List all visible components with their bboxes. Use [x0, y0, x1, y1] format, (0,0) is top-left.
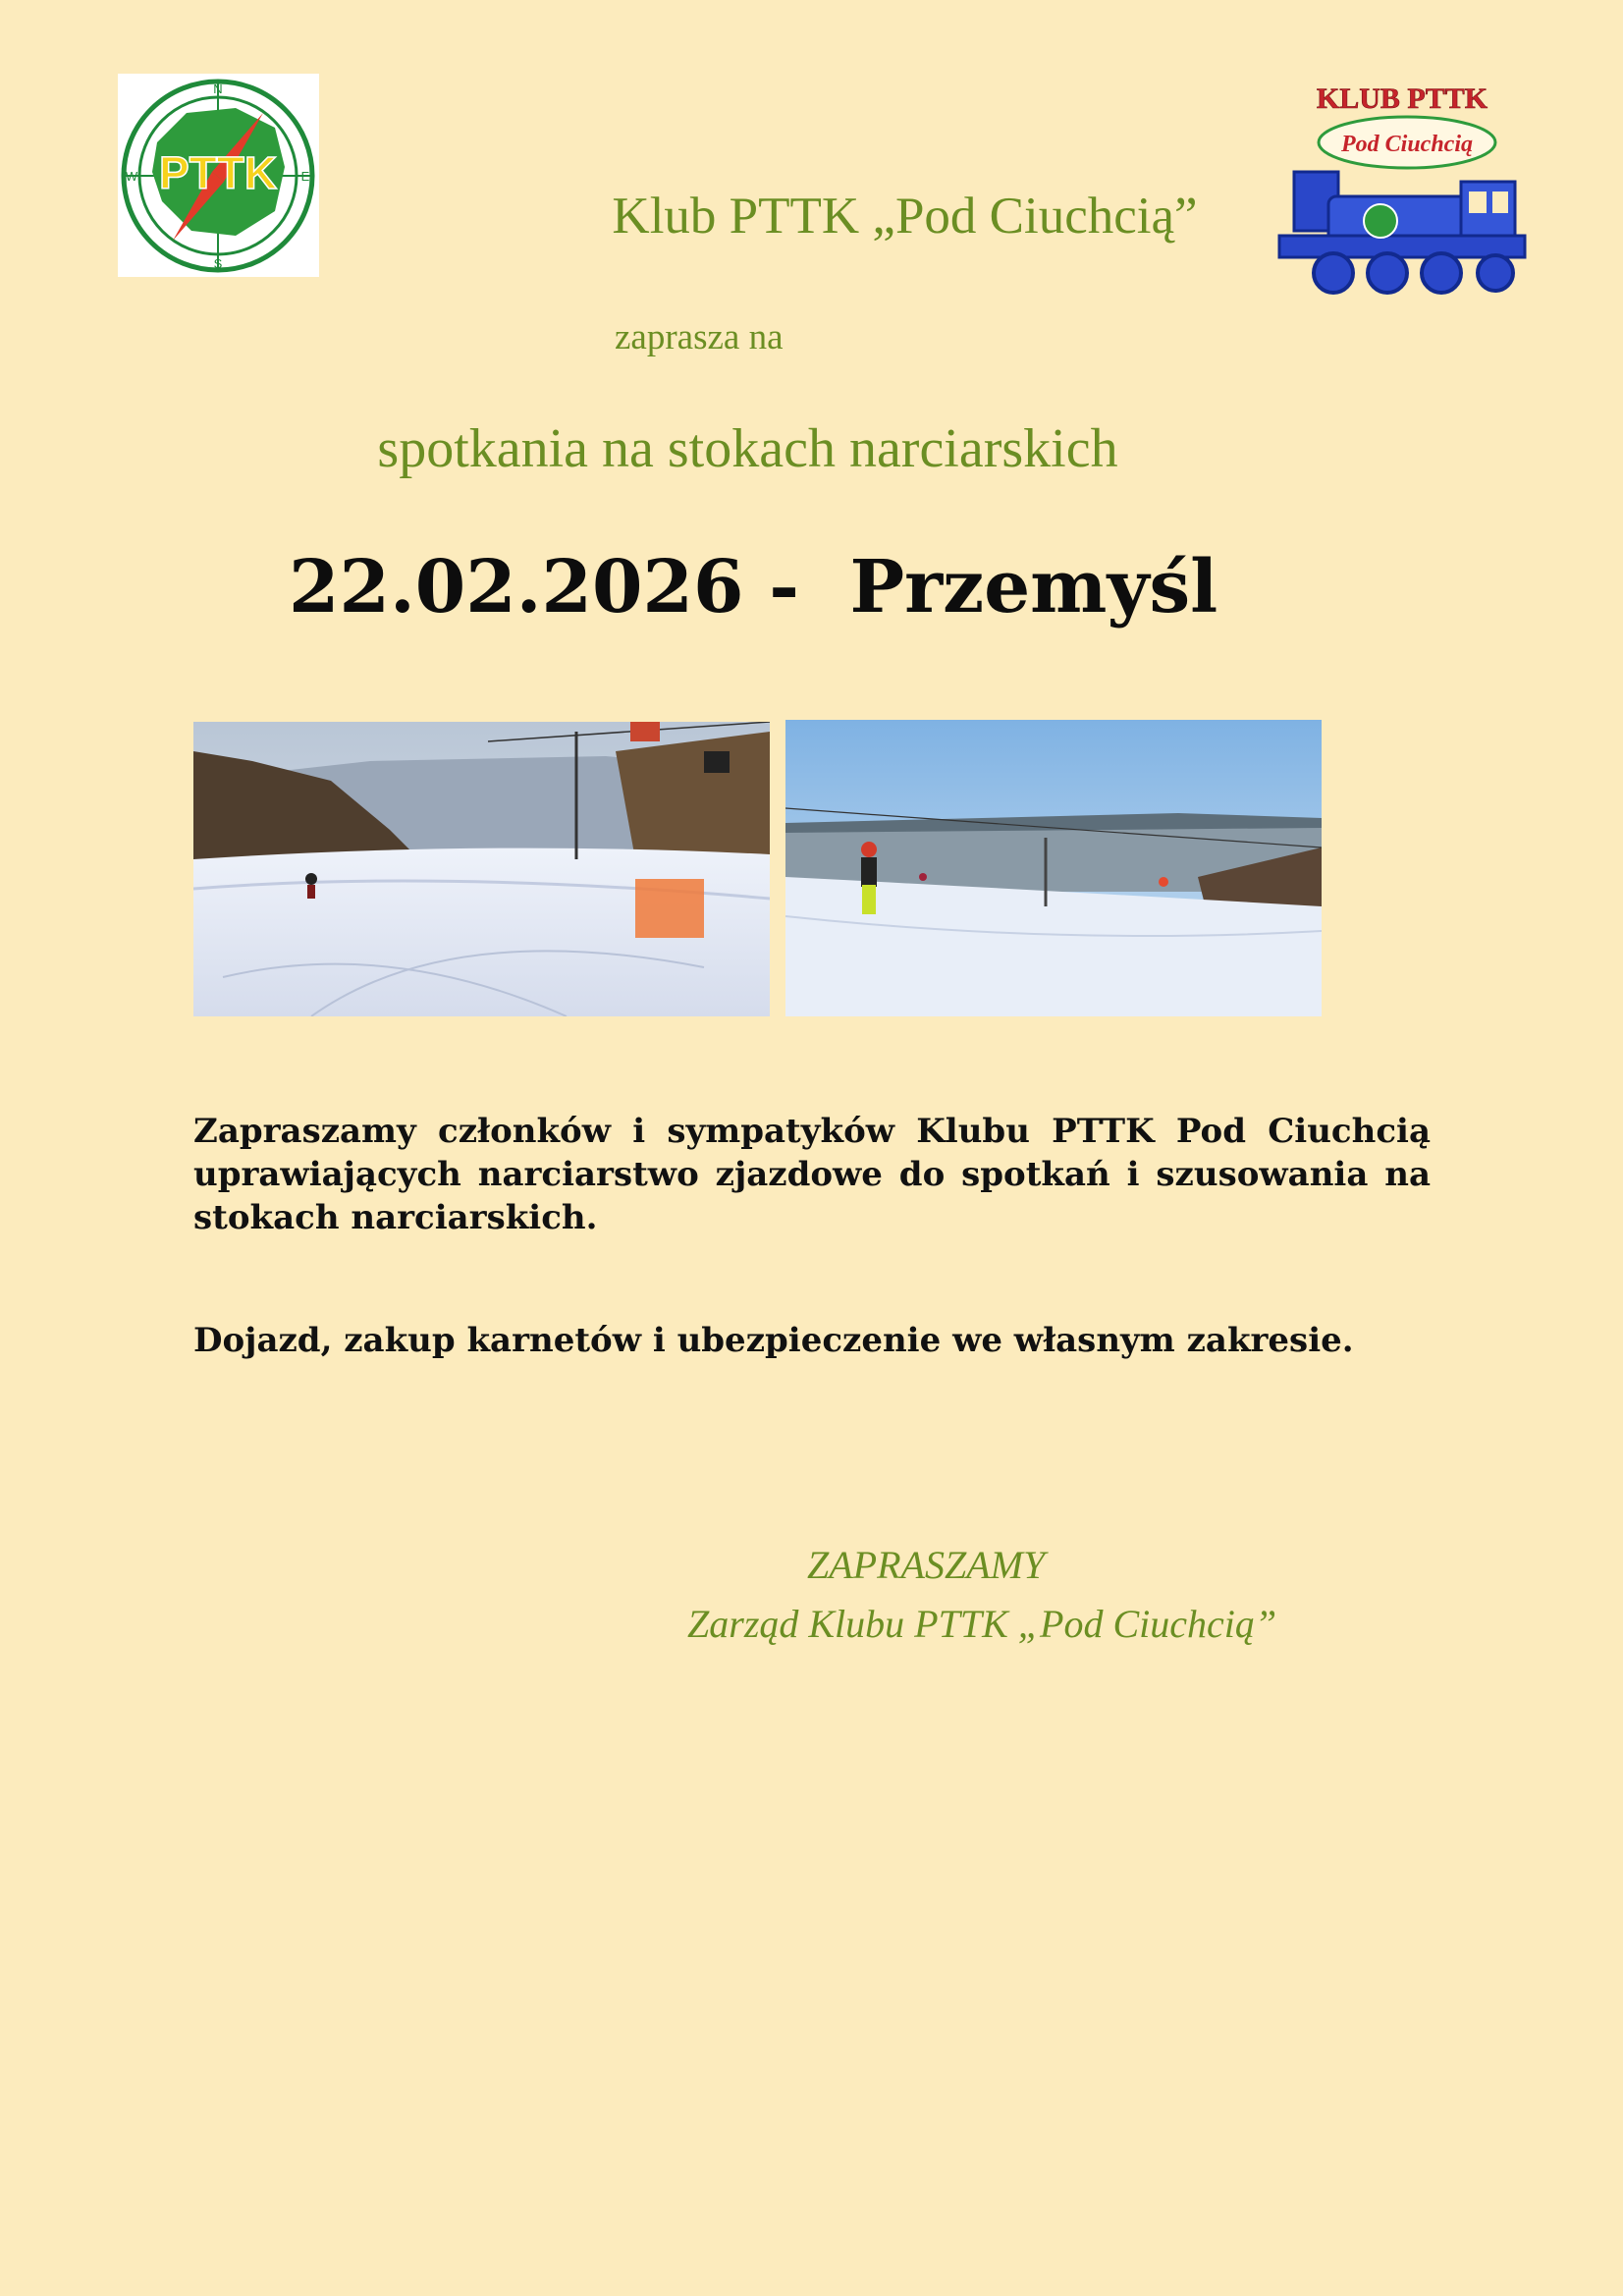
svg-text:E: E: [300, 169, 310, 184]
pttk-logo: [118, 74, 319, 277]
closing-invite: ZAPRASZAMY: [807, 1543, 1046, 1587]
svg-text:N: N: [213, 82, 223, 96]
event-date-place: 22.02.2026 - Przemyśl: [289, 545, 1218, 629]
club-title: Klub PTTK „Pod Ciuchcią”: [612, 188, 1198, 245]
svg-text:S: S: [213, 256, 223, 271]
invite-subtitle: zaprasza na: [615, 317, 784, 357]
svg-text:KLUB PTTK: KLUB PTTK: [1316, 82, 1488, 115]
pttk-logo-text: PTTK: [158, 147, 278, 198]
skiers-photo: [785, 720, 1322, 1016]
event-name: spotkania na stokach narciarskich: [377, 418, 1118, 479]
closing-signature: Zarząd Klubu PTTK „Pod Ciuchcią”: [687, 1602, 1277, 1646]
invitation-paragraph: Zapraszamy członków i sympatyków Klubu PTTK Pod Ciuchcią uprawiających narciarstwo zjazdowe do spotkań i szusowania na stokach narciarskich.: [193, 1112, 1431, 1237]
logistics-paragraph: Dojazd, zakup karnetów i ubezpieczenie we własnym zakresie.: [193, 1321, 1354, 1360]
svg-text:W: W: [125, 169, 138, 184]
svg-text:Pod Ciuchcią: Pod Ciuchcią: [1340, 132, 1474, 157]
ski-slope-photo: [193, 722, 770, 1016]
